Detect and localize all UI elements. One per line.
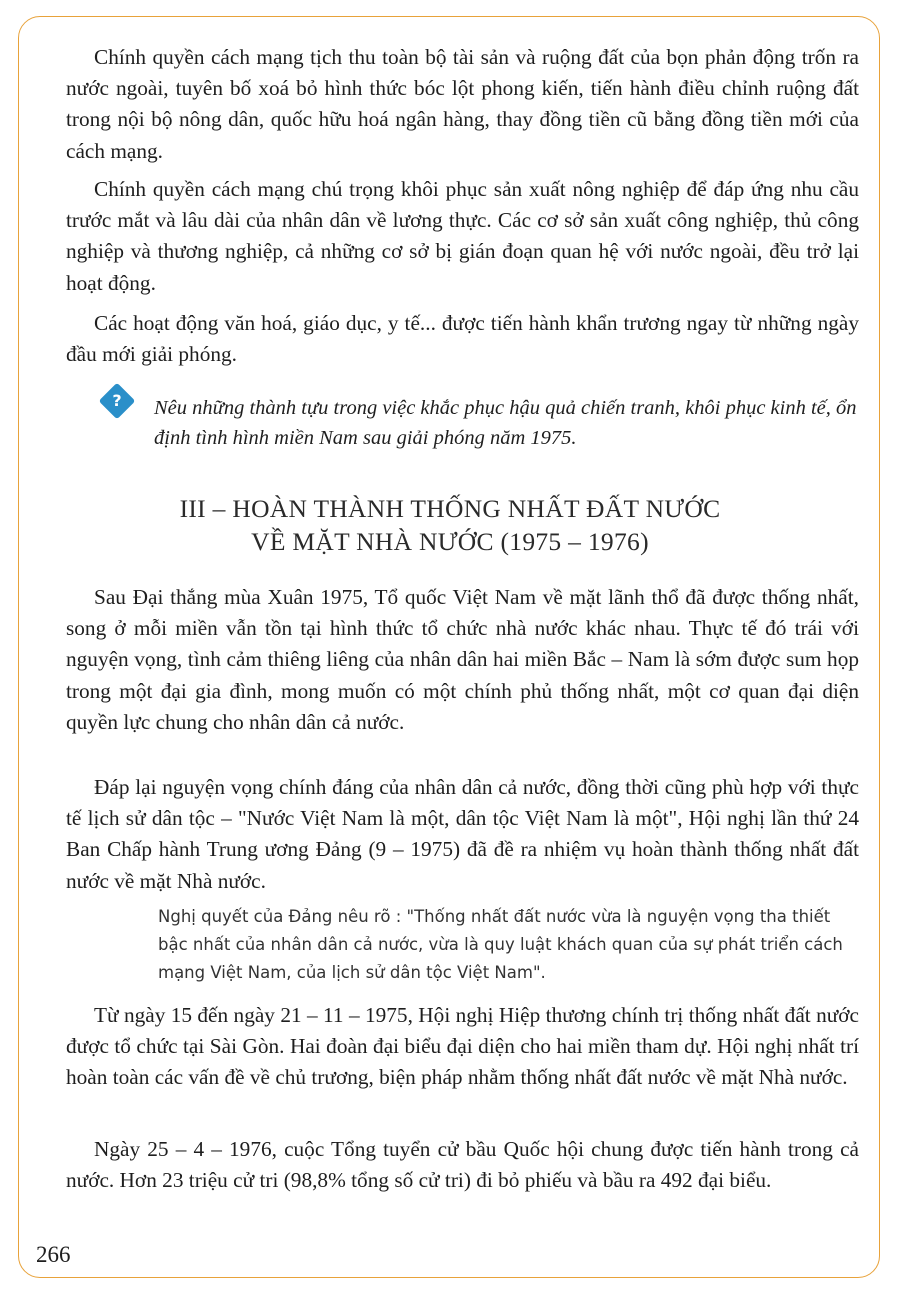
paragraph-after-victory: Sau Đại thắng mùa Xuân 1975, Tổ quốc Việt Nam về mặt lãnh thổ đã được thống nhất, song ở mỗi miền vẫn tồn tại hình thức tổ chức nhà nước khác nhau. Thực tế đó trái với nguyện vọng, tình cảm thiêng liêng của nhân dân hai miền Bắc – Nam là sớm được sum họp trong một đại gia đình, mong muốn có một chính phủ thống nhất, một cơ quan đại diện quyền lực chung cho nhân dân cả nước. <box>66 585 859 734</box>
party-resolution-quote: Nghị quyết của Đảng nêu rõ : "Thống nhất đất nước vừa là nguyện vọng tha thiết bậc nhất của nhân dân cả nước, vừa là quy luật khách quan của sự phát triển cách mạng Việt Nam, của lịch sử dân tộc Việt Nam". <box>158 907 843 982</box>
section-heading-line-2: VỀ MẶT NHÀ NƯỚC (1975 – 1976) <box>251 527 649 556</box>
section-heading <box>0 492 900 558</box>
paragraph-production-recovery: Chính quyền cách mạng chú trọng khôi phục sản xuất nông nghiệp để đáp ứng nhu cầu trước mắt và lâu dài của nhân dân về lương thực. Các cơ sở sản xuất công nghiệp, thủ công nghiệp và thương nghiệp, cả những cơ sở bị gián đoạn quan hệ với nước ngoài, đều trở lại hoạt động. <box>66 177 859 295</box>
paragraph-confiscation: Chính quyền cách mạng tịch thu toàn bộ tài sản và ruộng đất của bọn phản động trốn ra nước ngoài, tuyên bố xoá bỏ hình thức bóc lột phong kiến, tiến hành điều chỉnh ruộng đất trong nội bộ nông dân, quốc hữu hoá ngân hàng, thay đồng tiền cũ bằng đồng tiền mới của cách mạng. <box>66 45 859 163</box>
section-heading-line-1: III – HOÀN THÀNH THỐNG NHẤT ĐẤT NƯỚC <box>179 494 721 523</box>
paragraph-consultative-conference: Từ ngày 15 đến ngày 21 – 11 – 1975, Hội nghị Hiệp thương chính trị thống nhất đất nước được tổ chức tại Sài Gòn. Hai đoàn đại biểu đại diện cho hai miền tham dự. Hội nghị nhất trí hoàn toàn các vấn đề về chủ trương, biện pháp nhằm thống nhất đất nước về mặt Nhà nước. <box>66 1003 859 1090</box>
page-number: 266 <box>36 1242 71 1267</box>
question-mark-icon: ? <box>112 391 122 410</box>
review-question: Nêu những thành tựu trong việc khắc phục hậu quả chiến tranh, khôi phục kinh tế, ổn định tình hình miền Nam sau giải phóng năm 1975. <box>154 397 857 449</box>
paragraph-party-conference: Đáp lại nguyện vọng chính đáng của nhân dân cả nước, đồng thời cũng phù hợp với thực tế lịch sử dân tộc – "Nước Việt Nam là một, dân tộc Việt Nam là một", Hội nghị lần thứ 24 Ban Chấp hành Trung ương Đảng (9 – 1975) đã đề ra nhiệm vụ hoàn thành thống nhất đất nước về mặt Nhà nước. <box>66 775 859 893</box>
paragraph-general-election: Ngày 25 – 4 – 1976, cuộc Tổng tuyển cử bầu Quốc hội chung được tiến hành trong cả nước. Hơn 23 triệu cử tri (98,8% tổng số cử tri) đi bỏ phiếu và bầu ra 492 đại biểu. <box>66 1137 859 1193</box>
paragraph-culture-education: Các hoạt động văn hoá, giáo dục, y tế... được tiến hành khẩn trương ngay từ những ngày đầu mới giải phóng. <box>66 311 859 367</box>
